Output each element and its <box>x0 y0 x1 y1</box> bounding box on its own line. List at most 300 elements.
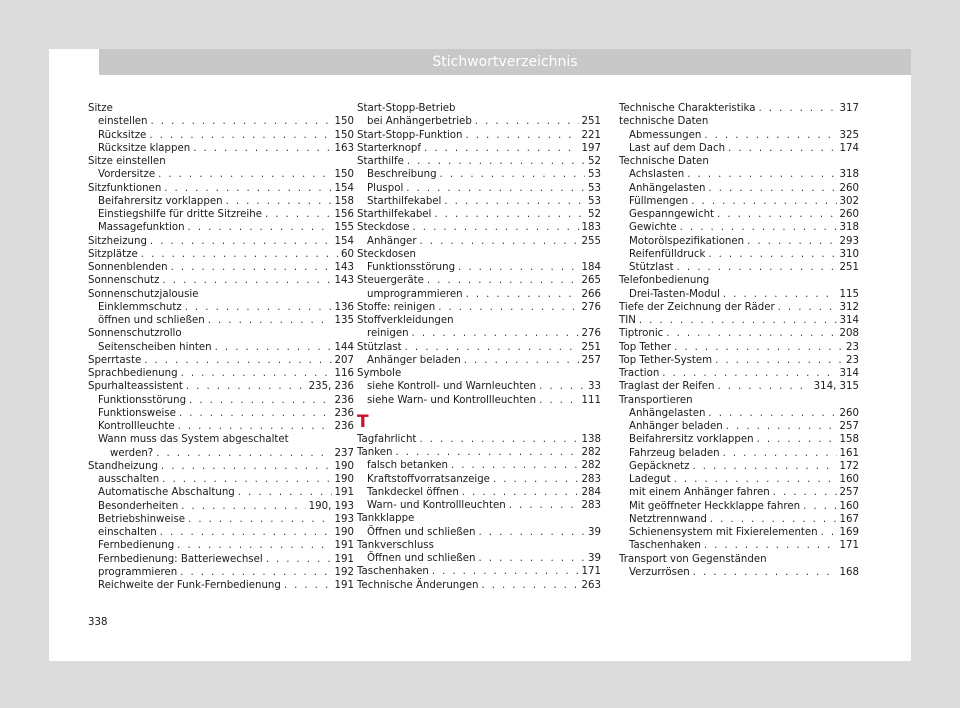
dot-leader <box>226 195 332 208</box>
index-column-3 <box>619 102 859 579</box>
index-entry-page: 23 <box>846 354 859 366</box>
index-entry-term: Traglast der Reifen <box>619 381 715 393</box>
index-entry-page: 111 <box>581 394 601 406</box>
index-entry-page: 318 <box>839 222 859 234</box>
index-entry-term: einschalten <box>98 527 157 538</box>
index-entry-page: 158 <box>839 434 859 446</box>
index-entry-page: 167 <box>839 513 859 525</box>
index-heading: Transport von Gegenständen <box>619 553 767 565</box>
index-entry-term: Starterknopf <box>357 142 421 154</box>
index-entry-term: Fernbedienung <box>98 540 175 552</box>
index-entry-term: Stoffe: reinigen <box>357 301 436 313</box>
index-entry-page: 136 <box>334 301 354 313</box>
index-entry-page: 251 <box>839 262 859 273</box>
dot-leader <box>710 513 837 526</box>
dot-leader <box>693 566 837 579</box>
dot-leader <box>509 499 579 512</box>
dot-leader <box>413 221 579 234</box>
index-entry-page: 60 <box>341 248 354 260</box>
index-entry-term: Verzurrösen <box>629 566 690 578</box>
index-entry-term: Funktionsweise <box>98 407 176 419</box>
index-entry-page: 171 <box>839 540 859 552</box>
dot-leader <box>715 354 843 367</box>
dot-leader <box>144 354 331 367</box>
index-entry-term: Taschenhaken <box>357 566 429 578</box>
index-entry-term: Automatische Abschaltung <box>98 487 235 499</box>
index-entry-page: 276 <box>581 301 601 313</box>
document-page <box>49 49 911 661</box>
index-entry <box>619 208 859 221</box>
index-entry-page: 237 <box>334 447 354 459</box>
index-entry <box>619 301 859 314</box>
index-entry <box>619 447 859 460</box>
index-entry <box>357 261 601 274</box>
index-entry-page: 169 <box>839 527 859 538</box>
index-heading: Wann muss das System abgeschaltet <box>98 434 289 446</box>
index-entry <box>619 367 859 380</box>
index-entry <box>619 235 859 248</box>
dot-leader <box>185 301 332 314</box>
index-entry-page: 284 <box>581 486 601 498</box>
index-entry-term: Reichweite der Funk-Fernbedienung <box>98 580 281 591</box>
index-entry-page: 192 <box>334 566 354 578</box>
index-entry-page: 191 <box>334 487 354 499</box>
dot-leader <box>181 367 332 380</box>
index-entry <box>88 473 354 486</box>
index-entry-term: Sprachbedienung <box>88 368 178 379</box>
index-entry-page: 116 <box>334 368 354 379</box>
index-entry-page: 154 <box>334 235 354 247</box>
dot-leader <box>464 354 579 367</box>
index-entry-term: Einstiegshilfe für dritte Sitzreihe <box>98 209 262 220</box>
dot-leader <box>692 460 836 473</box>
index-heading: Tankverschluss <box>357 539 434 551</box>
index-entry-page: 236 <box>334 407 354 419</box>
index-entry-page: 135 <box>334 315 354 326</box>
index-entry <box>88 539 354 552</box>
index-entry <box>357 327 601 340</box>
index-entry <box>357 221 601 234</box>
index-entry-page: 150 <box>334 116 354 128</box>
index-heading: Telefonbedienung <box>619 275 710 287</box>
dot-leader <box>674 473 837 486</box>
index-entry-term: Gepäcknetz <box>629 460 690 472</box>
index-entry-term: TIN <box>619 315 636 326</box>
index-entry-term: Pluspol <box>367 182 404 194</box>
index-entry-term: Beifahrersitz vorklappen <box>629 434 754 446</box>
dot-leader <box>704 129 836 142</box>
index-entry <box>619 539 859 552</box>
dot-leader <box>188 221 332 234</box>
dot-leader <box>208 314 332 327</box>
dot-leader <box>757 433 837 446</box>
index-entry <box>88 221 354 234</box>
index-entry <box>619 380 859 393</box>
index-entry-page: 190 <box>334 527 354 538</box>
dot-leader <box>266 553 332 566</box>
index-heading: Symbole <box>357 368 402 379</box>
index-entry <box>357 288 601 301</box>
index-entry-page: 160 <box>839 500 859 512</box>
index-heading: Sonnenschutzrollo <box>88 328 182 340</box>
index-entry-page: 260 <box>839 407 859 419</box>
index-entry-term: Starthilfekabel <box>357 209 432 220</box>
index-entry-term: Sonnenschutz <box>88 275 160 287</box>
index-entry-page: 174 <box>839 142 859 154</box>
index-entry-page: 53 <box>588 169 601 181</box>
index-entry-term: öffnen und schließen <box>98 315 205 326</box>
dot-leader <box>265 208 332 221</box>
index-entry <box>88 579 354 592</box>
index-entry-page: 236 <box>334 394 354 406</box>
index-entry-page: 197 <box>581 142 601 154</box>
index-entry-term: Motorölspezifikationen <box>629 235 745 247</box>
index-entry-term: Funktionsstörung <box>98 394 187 406</box>
index-entry <box>357 552 601 565</box>
dot-leader <box>162 473 331 486</box>
index-entry <box>619 566 859 579</box>
dot-leader <box>163 274 332 287</box>
dot-leader <box>406 182 585 195</box>
index-entry-term: Tiefe der Zeichnung der Räder <box>619 301 775 313</box>
dot-leader <box>680 221 837 234</box>
dot-leader <box>151 115 332 128</box>
index-entry-page: 235, 236 <box>308 381 354 393</box>
dot-leader <box>160 526 332 539</box>
index-entry <box>619 248 859 261</box>
index-entry-page: 251 <box>581 116 601 128</box>
index-entry-page: 115 <box>839 288 859 300</box>
index-entry-term: Beifahrersitz vorklappen <box>98 195 223 207</box>
index-entry-term: Fahrzeug beladen <box>629 447 720 459</box>
index-entry-term: siehe Warn- und Kontrollleuchten <box>367 394 537 406</box>
dot-leader <box>432 565 579 578</box>
dot-leader <box>407 155 585 168</box>
index-entry-term: Öffnen und schließen <box>367 553 476 564</box>
index-entry <box>619 513 859 526</box>
index-entry-term: Beschreibung <box>367 169 437 181</box>
index-entry-term: Abmessungen <box>629 129 702 141</box>
index-entry <box>88 526 354 539</box>
dot-leader <box>150 235 332 248</box>
dot-leader <box>778 301 837 314</box>
index-entry-term: Sperrtaste <box>88 354 142 366</box>
index-entry-term: Sitzfunktionen <box>88 182 162 194</box>
index-entry-page: 160 <box>839 474 859 485</box>
index-entry <box>88 566 354 579</box>
index-entry <box>357 195 601 208</box>
dot-leader <box>677 261 837 274</box>
index-entry-term: Sitzheizung <box>88 235 147 247</box>
index-entry <box>88 367 354 380</box>
index-heading: Tankklappe <box>357 513 415 525</box>
dot-leader <box>164 182 331 195</box>
dot-leader <box>444 195 585 208</box>
dot-leader <box>178 420 332 433</box>
index-entry-page: 266 <box>581 288 601 300</box>
index-entry-page: 191 <box>334 580 354 591</box>
index-entry-term: Technische Änderungen <box>357 579 479 591</box>
index-entry-page: 283 <box>581 473 601 485</box>
index-entry <box>357 380 601 393</box>
index-entry-page: 144 <box>334 341 354 353</box>
index-entry <box>357 301 601 314</box>
index-entry <box>619 460 859 473</box>
index-entry-term: Einklemmschutz <box>98 301 182 313</box>
index-entry-term: Öffnen und schließen <box>367 526 476 538</box>
index-entry <box>88 142 354 155</box>
dot-leader <box>440 168 585 181</box>
index-entry-page: 265 <box>581 275 601 287</box>
index-entry-term: einstellen <box>98 116 148 128</box>
dot-leader <box>215 341 332 354</box>
index-entry-term: Steckdose <box>357 222 410 234</box>
index-entry <box>88 274 354 287</box>
index-entry-page: 302 <box>839 195 859 207</box>
index-entry-page: 172 <box>839 460 859 472</box>
index-entry <box>357 446 601 459</box>
index-entry <box>619 420 859 433</box>
dot-leader <box>451 459 579 472</box>
index-entry-term: Stützlast <box>357 341 402 353</box>
dot-leader <box>691 195 836 208</box>
index-entry-page: 158 <box>334 195 354 207</box>
index-entry-page: 263 <box>581 579 601 591</box>
index-entry-page: 150 <box>334 129 354 141</box>
dot-leader <box>759 102 837 115</box>
index-entry <box>88 208 354 221</box>
index-entry <box>357 168 601 181</box>
index-entry-term: Anhänger beladen <box>367 354 461 366</box>
dot-leader <box>193 142 331 155</box>
index-entry-page: 221 <box>581 129 601 141</box>
dot-leader <box>405 341 579 354</box>
index-entry <box>357 459 601 472</box>
dot-leader <box>186 380 306 393</box>
index-heading: technische Daten <box>619 116 709 128</box>
index-entry-term: Warn- und Kontrollleuchten <box>367 500 506 511</box>
index-entry-page: 260 <box>839 182 859 194</box>
dot-leader <box>708 407 836 420</box>
index-entry-term: Top Tether <box>619 341 672 353</box>
index-entry-page: 314, 315 <box>813 381 859 393</box>
dot-leader <box>475 115 579 128</box>
index-entry <box>88 341 354 354</box>
dot-leader <box>189 394 332 407</box>
index-entry-term: Technische Charakteristika <box>619 103 756 114</box>
index-entry <box>357 499 601 512</box>
dot-leader <box>412 327 579 340</box>
index-entry-term: werden? <box>110 447 154 459</box>
index-entry <box>88 314 354 327</box>
index-entry <box>357 182 601 195</box>
index-entry-page: 312 <box>839 301 859 313</box>
index-entry-page: 260 <box>839 209 859 220</box>
index-entry-term: Gewichte <box>629 222 677 234</box>
index-entry-term: Gespanngewicht <box>629 209 715 220</box>
index-entry-term: Kontrollleuchte <box>98 421 175 432</box>
index-entry <box>619 473 859 486</box>
index-entry <box>88 513 354 526</box>
index-heading: Sitze einstellen <box>88 156 166 167</box>
index-entry-page: 33 <box>588 381 601 393</box>
index-entry-term: Anhängelasten <box>629 182 706 194</box>
index-entry <box>619 354 859 367</box>
dot-leader <box>687 168 836 181</box>
index-entry <box>88 407 354 420</box>
dot-leader <box>773 486 837 499</box>
index-heading: Sitze <box>88 103 113 114</box>
index-entry <box>88 261 354 274</box>
dot-leader <box>180 566 331 579</box>
dot-leader <box>708 248 836 261</box>
dot-leader <box>704 539 837 552</box>
index-entry-term: reinigen <box>367 328 409 340</box>
index-entry <box>357 274 601 287</box>
index-entry-term: Traction <box>619 368 660 379</box>
index-entry <box>357 526 601 539</box>
index-entry <box>357 565 601 578</box>
dot-leader <box>717 380 810 393</box>
dot-leader <box>539 394 578 407</box>
index-entry <box>619 129 859 142</box>
index-entry <box>357 235 601 248</box>
index-entry-term: Schienensystem mit Fixierelementen <box>629 527 818 538</box>
dot-leader <box>479 552 586 565</box>
index-entry <box>357 486 601 499</box>
page-number: 338 <box>88 617 108 628</box>
dot-leader <box>723 288 837 301</box>
index-entry-page: 276 <box>581 328 601 340</box>
index-entry-page: 191 <box>334 553 354 565</box>
index-entry <box>88 394 354 407</box>
index-entry-term: siehe Kontroll- und Warnleuchten <box>367 381 537 393</box>
index-entry-term: ausschalten <box>98 474 160 485</box>
index-entry-page: 207 <box>334 354 354 366</box>
index-entry <box>88 182 354 195</box>
index-entry-term: Netztrennwand <box>629 513 707 525</box>
index-entry-page: 283 <box>581 500 601 511</box>
dot-leader <box>493 473 579 486</box>
index-entry-term: Last auf dem Dach <box>629 142 726 154</box>
index-entry-term: Tagfahrlicht <box>357 433 417 445</box>
index-entry <box>357 433 601 446</box>
index-entry-page: 52 <box>588 209 601 220</box>
index-entry-term: Massagefunktion <box>98 222 185 234</box>
index-entry-term: Tanken <box>357 447 393 458</box>
index-entry-term: Standheizung <box>88 460 158 472</box>
index-entry-term: Start-Stopp-Funktion <box>357 129 463 141</box>
index-entry-page: 53 <box>588 195 601 207</box>
index-entry-term: Betriebshinweise <box>98 513 186 525</box>
index-entry-page: 161 <box>839 447 859 459</box>
dot-leader <box>539 380 585 393</box>
dot-leader <box>466 129 579 142</box>
index-entry <box>88 354 354 367</box>
index-entry <box>619 407 859 420</box>
index-entry-page: 156 <box>334 209 354 220</box>
index-entry <box>357 473 601 486</box>
index-entry <box>619 433 859 446</box>
dot-leader <box>728 142 837 155</box>
index-entry-term: Tiptronic <box>619 328 664 340</box>
index-entry <box>357 341 601 354</box>
index-entry <box>619 526 859 539</box>
index-entry-page: 257 <box>581 354 601 366</box>
index-entry-page: 171 <box>581 566 601 578</box>
index-entry <box>357 129 601 142</box>
index-entry-term: programmieren <box>98 566 178 578</box>
index-entry <box>619 314 859 327</box>
dot-leader <box>161 460 332 473</box>
dot-leader <box>438 301 578 314</box>
index-entry <box>357 394 601 407</box>
dot-leader <box>479 526 586 539</box>
index-entry-term: Anhänger <box>367 235 417 247</box>
index-entry <box>88 168 354 181</box>
index-entry-term: umprogrammieren <box>367 288 463 300</box>
index-entry-term: Anhänger beladen <box>629 421 723 432</box>
dot-leader <box>149 129 331 142</box>
index-entry-term: Sitzplätze <box>88 248 138 260</box>
dot-leader <box>462 486 579 499</box>
index-column-1 <box>88 102 354 592</box>
dot-leader <box>821 526 837 539</box>
index-entry-page: 183 <box>581 222 601 234</box>
dot-leader <box>466 288 579 301</box>
index-entry <box>88 248 354 261</box>
dot-leader <box>396 446 579 459</box>
index-entry <box>619 500 859 513</box>
index-entry-term: Seitenscheiben hinten <box>98 341 212 353</box>
index-heading: Technische Daten <box>619 156 709 167</box>
index-entry-term: Reifenfülldruck <box>629 248 706 260</box>
dot-leader <box>158 168 331 181</box>
dot-leader <box>717 208 837 221</box>
index-entry-page: 184 <box>581 262 601 273</box>
index-entry-page: 193 <box>334 513 354 525</box>
index-entry-page: 155 <box>334 222 354 234</box>
index-entry <box>88 129 354 142</box>
dot-leader <box>141 248 338 261</box>
dot-leader <box>424 142 579 155</box>
index-entry-page: 143 <box>334 275 354 287</box>
index-entry <box>357 579 601 592</box>
index-entry-term: Anhängelasten <box>629 407 706 419</box>
dot-leader <box>674 341 843 354</box>
dot-leader <box>803 500 836 513</box>
index-entry-term: Besonderheiten <box>98 500 179 512</box>
index-entry <box>619 195 859 208</box>
index-entry-term: Starthilfekabel <box>367 195 442 207</box>
index-entry-page: 143 <box>334 262 354 273</box>
dot-leader <box>238 486 332 499</box>
dot-leader <box>458 261 579 274</box>
index-entry-page: 257 <box>839 487 859 499</box>
index-entry-term: Starthilfe <box>357 156 404 167</box>
index-entry <box>88 553 354 566</box>
index-heading: Start-Stopp-Betrieb <box>357 103 456 114</box>
index-entry-term: Drei-Tasten-Modul <box>629 288 720 300</box>
index-entry <box>88 486 354 499</box>
index-entry-term: Taschenhaken <box>629 540 701 552</box>
dot-leader <box>419 433 578 446</box>
index-entry-page: 39 <box>588 526 601 538</box>
index-entry <box>619 182 859 195</box>
index-entry-page: 163 <box>334 142 354 154</box>
index-entry-term: Kraftstoffvorratsanzeige <box>367 473 490 485</box>
dot-leader <box>420 235 579 248</box>
